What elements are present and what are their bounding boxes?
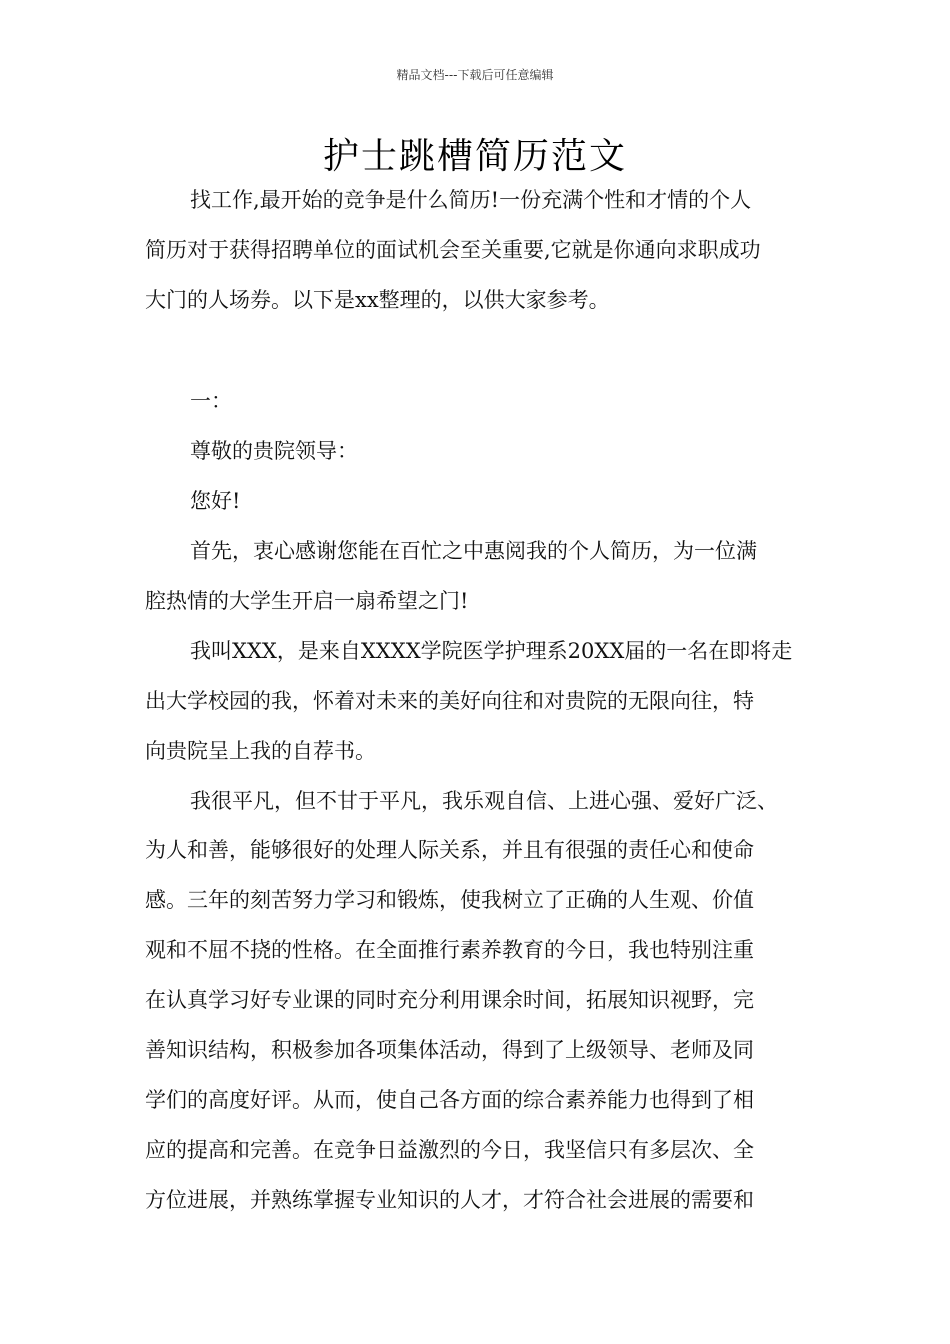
section-heading: 一： — [190, 389, 232, 413]
body-line: 感。三年的刻苦努力学习和锻炼，使我树立了正确的人生观、价值 — [145, 888, 754, 912]
body-line: 方位进展，并熟练掌握专业知识的人才，才符合社会进展的需要和 — [145, 1188, 754, 1212]
document-title: 护士跳槽简历范文 — [322, 136, 627, 177]
greeting: 您好! — [190, 489, 241, 513]
salutation: 尊敬的贵院领导： — [190, 439, 358, 463]
body-line: 向贵院呈上我的自荐书。 — [145, 739, 376, 763]
body-line: 学们的高度好评。从而，使自己各方面的综合素养能力也得到了相 — [145, 1088, 754, 1112]
body-line: 大门的人场券。以下是xx整理的，以供大家参考。 — [145, 288, 610, 312]
page-header: 精品文档---下载后可任意编辑 — [396, 68, 554, 82]
body-line: 我叫XXX，是来自XXXX学院医学护理系20XX届的一名在即将走 — [190, 639, 793, 663]
body-line: 应的提高和完善。在竞争日益激烈的今日，我坚信只有多层次、全 — [145, 1138, 754, 1162]
body-line: 首先，衷心感谢您能在百忙之中惠阅我的个人简历，为一位满 — [190, 539, 757, 563]
body-line: 为人和善，能够很好的处理人际关系，并且有很强的责任心和使命 — [145, 838, 754, 862]
body-line: 找工作,最开始的竞争是什么简历!一份充满个性和才情的个人 — [190, 188, 752, 212]
body-line: 善知识结构，积极参加各项集体活动，得到了上级领导、老师及同 — [145, 1038, 754, 1062]
body-line: 我很平凡，但不甘于平凡，我乐观自信、上进心强、爱好广泛、 — [190, 789, 778, 813]
body-line: 观和不屈不挠的性格。在全面推行素养教育的今日，我也特别注重 — [145, 938, 754, 962]
body-line: 在认真学习好专业课的同时充分利用课余时间，拓展知识视野，完 — [145, 988, 754, 1012]
body-line: 腔热情的大学生开启一扇希望之门! — [145, 589, 469, 613]
body-line: 简历对于获得招聘单位的面试机会至关重要,它就是你通向求职成功 — [145, 238, 761, 262]
body-line: 出大学校园的我，怀着对未来的美好向往和对贵院的无限向往，特 — [145, 689, 754, 713]
